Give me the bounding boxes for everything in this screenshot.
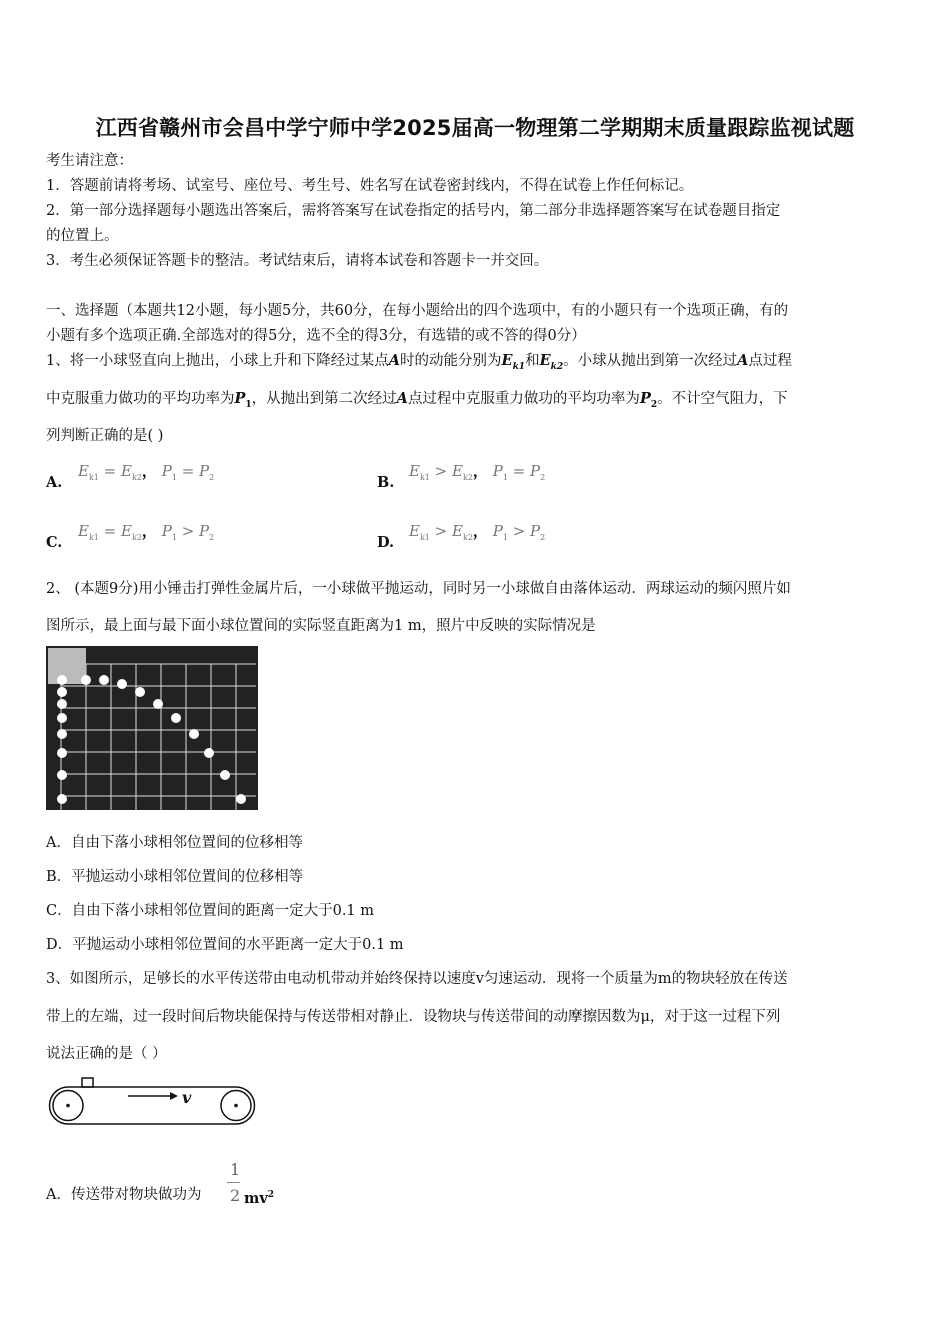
- q2-line-2: 图所示，最上面与最下面小球位置间的实际竖直距离为1 m，照片中反映的实际情况是: [46, 618, 596, 634]
- fraction-denominator: 2: [230, 1186, 241, 1205]
- q2-option-a[interactable]: A．自由下落小球相邻位置间的位移相等: [46, 835, 303, 851]
- section-heading-cont: 小题有多个选项正确.全部选对的得5分，选不全的得3分，有选错的或不答的得0分）: [46, 328, 586, 344]
- strobe-photo-figure: [46, 646, 258, 810]
- notice-heading: 考生请注意：: [46, 153, 133, 169]
- q2-option-b[interactable]: B．平抛运动小球相邻位置间的位移相等: [46, 869, 304, 885]
- q2-option-d[interactable]: D．平抛运动小球相邻位置间的水平距离一定大于0.1 m: [46, 937, 404, 953]
- q3-option-a[interactable]: A．传送带对物块做功为 1 2 $mv^2$: [46, 1160, 446, 1210]
- notice-item: 2．第一部分选择题每小题选出答案后，需将答案写在试卷指定的括号内，第二部分非选择题答案写在试卷题目指定: [46, 203, 781, 219]
- q2-line-1: 2、 (本题9分)用小锤击打弹性金属片后，一小球做平抛运动，同时另一小球做自由落体运动．两球运动的频闪照片如: [46, 581, 791, 597]
- fraction-bar: [227, 1182, 240, 1183]
- notice-item: 的位置上。: [46, 228, 119, 244]
- q1-option-a-formula: $E_{k1} = E_{k2}$， $P_1 = P_2$: [78, 462, 215, 482]
- q1-line-3: 列判断正确的是( ): [46, 428, 164, 444]
- q3-line-3: 说法正确的是（ ）: [46, 1046, 167, 1062]
- q1-option-c-formula: $E_{k1} = E_{k2}$， $P_1 > P_2$: [78, 522, 215, 542]
- hammer-apparatus: [48, 648, 86, 684]
- mv-squared: $mv^2$: [244, 1189, 275, 1207]
- q3-line-2: 带上的左端，过一段时间后物块能保持与传送带相对静止．设物块与传送带间的动摩擦因数为μ，对于这一过程下列: [46, 1009, 781, 1025]
- q1-option-b-formula: $E_{k1} > E_{k2}$， $P_1 = P_2$: [409, 462, 546, 482]
- q2-option-c[interactable]: C．自由下落小球相邻位置间的距离一定大于0.1 m: [46, 903, 375, 919]
- section-heading: 一、选择题（本题共12小题，每小题5分，共60分，在每小题给出的四个选项中，有的小题只有一个选项正确，有的: [46, 303, 789, 319]
- velocity-label: v: [182, 1088, 192, 1107]
- notice-item: 1．答题前请将考场、试室号、座位号、考生号、姓名写在试卷密封线内，不得在试卷上作任何标记。: [46, 178, 694, 194]
- q1-line-2: 中克服重力做功的平均功率为$P_1$，从抛出到第二次经过A点过程中克服重力做功的平均功率为$P_2$。不计空气阻力，下: [46, 390, 788, 410]
- block-shape: [82, 1078, 93, 1087]
- notice-item: 3．考生必须保证答题卡的整洁。考试结束后，请将本试卷和答题卡一并交回。: [46, 253, 549, 269]
- q1-line-1: 1、将一小球竖直向上抛出，小球上升和下降经过某点A时的动能分别为$E_{k1}$和$E_{k2}$。小球从抛出到第一次经过A点过程: [46, 352, 792, 372]
- page-title: 江西省赣州市会昌中学宁师中学2025届高一物理第二学期期末质量跟踪监视试题: [95, 116, 855, 140]
- fraction-numerator: 1: [230, 1160, 241, 1179]
- q3-line-1: 3、如图所示，足够长的水平传送带由电动机带动并始终保持以速度v匀速运动．现将一个质量为m的物块轻放在传送: [46, 971, 788, 987]
- q1-option-d-formula: $E_{k1} > E_{k2}$， $P_1 > P_2$: [409, 522, 546, 542]
- conveyor-belt-figure: [46, 1072, 260, 1132]
